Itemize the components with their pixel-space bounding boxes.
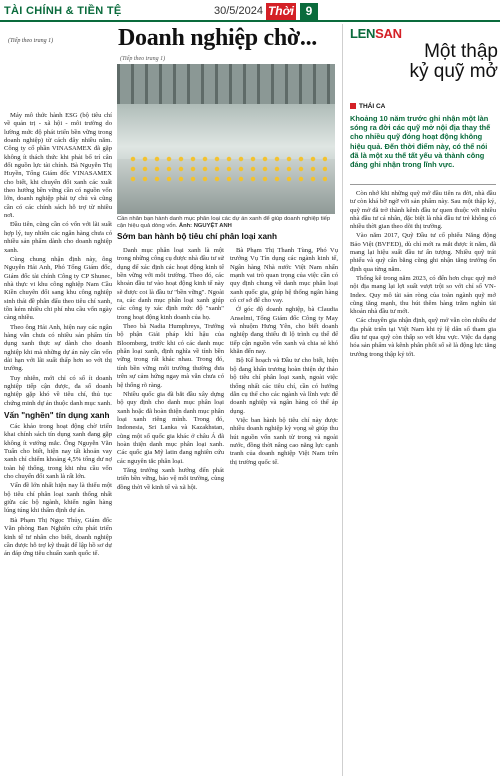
photo-machines <box>127 154 327 184</box>
paragraph: Máy mô thức hành ESG (bộ tiêu chí về quản trị - xã hội - môi trường do lường mức độ phát triển bền vững trong doanh nghiệp) từ cách đây nhiều năm. Công ty cổ phần VINASAMEX đã gặp không ít thách thức khi phải bổ trí cân đối nguồn lực tài chính. Bà Nguyễn Thị Huyền, Tổng Giám đốc VINASAMEX cho biết, khi chuyển đổi xanh các xuất theo hướng bền vững cần có nguồn vốn lớn, doanh nghiệp phải tự chủ và cũng cần có các chính sách hỗ trợ từ nhiều nơi. <box>4 112 112 220</box>
caption-text: Cần nhân bạn hành danh mục phân loại các dự án xanh để giúp doanh nghiệp tiếp cận hiệu quả dòng vốn. <box>117 216 331 230</box>
photo-ceiling <box>117 64 335 104</box>
article-column-3 <box>230 247 338 776</box>
paragraph: Vào năm 2017, Quỹ Đầu tư cổ phiếu Năng động Bảo Việt (BVFED), dù chỉ mới ra mắt được ít năm, đã mang lại hiệu suất đầu tư ấn tượng. Nhiều quỹ trái phiếu và quỹ cân bằng cũng ghi nhận tăng trưởng ổn định qua từng năm. <box>350 232 496 273</box>
page-number: 9 <box>300 3 318 20</box>
continued-note-alt: (Tiếp theo trang 1) <box>120 56 166 62</box>
sidebar-lead: Khoảng 10 năm trước ghi nhận một làn sóng ra đời các quỹ mở nội địa thay thế cho nhiều quỹ đóng hoạt động không hiệu quả. Đến thời điểm này, có thể nói đã là một xu thế tất yếu và thành công đáng ghi nhận trong lĩnh vực. <box>350 114 491 170</box>
paragraph: Thống kê trong năm 2023, có đến hơn chục quỹ mở nội địa mang lại lợi suất vượt trội so với chỉ số VN-Index. Quy mô tài sản ròng của toàn ngành quỹ mở cũng tăng mạnh, thu hút thêm hàng trăm nghìn tài khoản nhà đầu tư mới. <box>350 274 496 316</box>
sidebar-column <box>350 190 496 776</box>
paragraph: Việc ban hành bộ tiêu chí này được nhiều doanh nghiệp kỳ vọng sẽ giúp thu hút nguồn vốn xanh từ trong và ngoài nước, đồng thời nâng cao năng lực cạnh tranh của doanh nghiệp Việt Nam trên thị trường quốc tế. <box>230 416 338 466</box>
byline-square-icon <box>350 103 356 109</box>
article-column-1 <box>4 112 112 776</box>
paragraph: Vấn đề lớn nhất hiện nay là thiếu một bộ tiêu chí phân loại xanh thống nhất giữa các bộ ngành, khiến ngân hàng lúng túng khi thẩm định dự án. <box>4 482 112 515</box>
author-name: THÁI CA <box>359 103 386 110</box>
article-photo <box>117 64 335 214</box>
subheading-taxonomy: Sớm ban hành bộ tiêu chí phân loại xanh <box>117 232 278 241</box>
subheading-green-credit: Vấn "nghẽn" tín dụng xanh <box>4 411 110 421</box>
section-title: TÀI CHÍNH & TIỀN TỆ <box>4 5 122 17</box>
paragraph: Đầu tiên, cũng cần có vốn với lãi suất hợp lý, tuy nhiên các ngân hàng chưa có nhiều sản phẩm dành cho doanh nghiệp xanh. <box>4 221 112 254</box>
article-headline: Doanh nghiệp chờ... <box>118 25 317 51</box>
label-part-red: SAN <box>375 26 402 41</box>
issue-date: 30/5/2024 <box>214 5 263 17</box>
paragraph: Nhiều quốc gia đã bắt đầu xây dựng bộ quy định cho danh mục phân loại xanh hoặc đã hoàn thiện danh mục phân loại xanh riêng mình. Trong đó, Indonesia, Sri Lanka và Kazakhstan, cũng một số quốc gia khác ở châu Á đã hoàn thiện danh mục phân loại xanh. Các quốc gia Mỹ latin đang nghiên cứu các nguyên tắc phân loại. <box>117 390 224 465</box>
author-byline <box>350 103 385 110</box>
newspaper-logo: Thời <box>267 4 295 18</box>
column-divider <box>342 24 343 776</box>
paragraph: Ở góc độ doanh nghiệp, bà Claudia Anselmi, Tổng Giám đốc Công ty May và nhuộm Hưng Yên, cho biết doanh nghiệp đang thiếu đi lộ trình cụ thể để tiếp cận nguồn vốn xanh và chia sẻ khó khăn đến nay. <box>230 306 338 356</box>
paragraph: Danh mục phân loại xanh là một trong những công cụ được nhà đầu tư sử dụng để xác định các hoạt động kinh tế bền vững với môi trường. Theo đó, các khoản đầu tư vào hoạt động kinh tế này sẽ được coi là đầu tư "bền vững". Ngoài ra, các danh mục phân loại xanh giúp các công ty xác định mức độ "xanh" trong hoạt động kinh doanh của họ. <box>117 247 224 321</box>
sidebar-headline: Một thập kỷ quỹ mở <box>409 41 498 82</box>
label-part-green: LEN <box>350 26 376 41</box>
sidebar-label <box>350 26 402 41</box>
paragraph: Tuy nhiên, mới chỉ có số ít doanh nghiệp tiếp cận được, đa số doanh nghiệp gặp khó về tiêu chí, thủ tục chứng minh dự án thuộc danh mục xanh. <box>4 374 112 407</box>
paragraph: Theo bà Nadia Humphreys, Trưởng bộ phận Giải pháp khí hậu của Bloomberg, trước khi có các danh mục phân loại xanh, định nghĩa về tính bền vững trong rất khác nhau. Trong đó, tính bền vững môi trường thường đưa trên sự cảm hứng ngay mà vẫn chưa có hệ thống rõ ràng. <box>117 323 224 389</box>
paragraph: Bộ Kế hoạch và Đầu tư cho biết, hiện bộ đang khẩn trương hoàn thiện dự thảo bộ tiêu chí phân loại xanh, ngoài việc thống nhất các tiêu chí, cần có hướng dẫn cụ thể cho các ngành và lĩnh vực để doanh nghiệp và ngân hàng có thể áp dụng. <box>230 357 338 415</box>
paragraph: Các chuyên gia nhận định, quỹ mở vẫn còn nhiều dư địa phát triển tại Việt Nam khi tỷ lệ dân số tham gia đầu tư qua quỹ còn thấp so với khu vực. Việc đa dạng hóa sản phẩm và kênh phân phối số sẽ là động lực tăng trưởng trong thập kỷ tới. <box>350 317 496 358</box>
paragraph: Bà Phạm Thị Ngọc Thủy, Giám đốc Văn phòng Ban Nghiên cứu phát triển kinh tế tư nhân cho biết, doanh nghiệp cần được hỗ trợ kỹ thuật để lập hồ sơ dự án đáp ứng tiêu chuẩn xanh quốc tế. <box>4 516 112 558</box>
paragraph: Còn nhớ khi những quỹ mở đầu tiên ra đời, nhà đầu tư còn khá bỡ ngỡ với sản phẩm này. Sau một thập kỷ, quỹ mở đã trở thành kênh đầu tư quen thuộc với nhiều nhà đầu tư cá nhân, đặc biệt là nhà đầu tư trẻ không có nhiều thời gian theo dõi thị trường. <box>350 190 496 231</box>
page-header <box>0 0 500 22</box>
photo-caption <box>117 216 335 230</box>
photo-credit: Ảnh: NGUYỆT ANH <box>178 223 232 230</box>
article-column-2 <box>117 247 224 776</box>
paragraph: Bà Phạm Thị Thanh Tùng, Phó Vụ trưởng Vụ Tín dụng các ngành kinh tế, Ngân hàng Nhà nước Việt Nam nhấn mạnh vai trò quan trọng của việc cần có quy định chung về danh mục phân loại xanh quốc gia, giúp hệ thống ngân hàng có cơ sở để cho vay. <box>230 247 338 305</box>
lead-divider <box>350 184 496 185</box>
paragraph: Các khảo trong hoạt động chờ triển khai chính sách tín dụng xanh đang gặp không ít vướng mắc. Ông Nguyễn Văn Tuấn cho biết, hiện nay tất khoản vay xanh chỉ chiếm khoảng 4,5% tổng dư nợ toàn hệ thống, trong khi nhu cầu vốn cho chuyển đổi xanh là rất lớn. <box>4 423 112 481</box>
continued-note: (Tiếp theo trang 1) <box>8 38 54 44</box>
paragraph: Tăng trưởng xanh hướng đến phát triển bền vững, bảo vệ môi trường, cùng đồng thời về kinh tế và xã hội. <box>117 466 224 491</box>
paragraph: Cùng chung nhận định này, ông Nguyễn Hải Anh, Phó Tổng Giám đốc, Giám đốc tài chính Công ty CP Shunec, nhà thực vi khu công nghiệp Nam Cầu Kiền chuyên đổi sang khu công nghiệp sinh thái đề phân đấu theo tiêu chí xanh, tồn kém nhiều chi phí nhu cầu vốn ngày càng nhiều. <box>4 255 112 322</box>
paragraph: Theo ông Hải Anh, hiện nay các ngân hàng vẫn chưa có nhiều sản phẩm tín dụng xanh thực sự dành cho doanh nghiệp khi mà những dự án này cần vốn dài hạn với lãi suất thấp hơn so với thị trường. <box>4 323 112 373</box>
